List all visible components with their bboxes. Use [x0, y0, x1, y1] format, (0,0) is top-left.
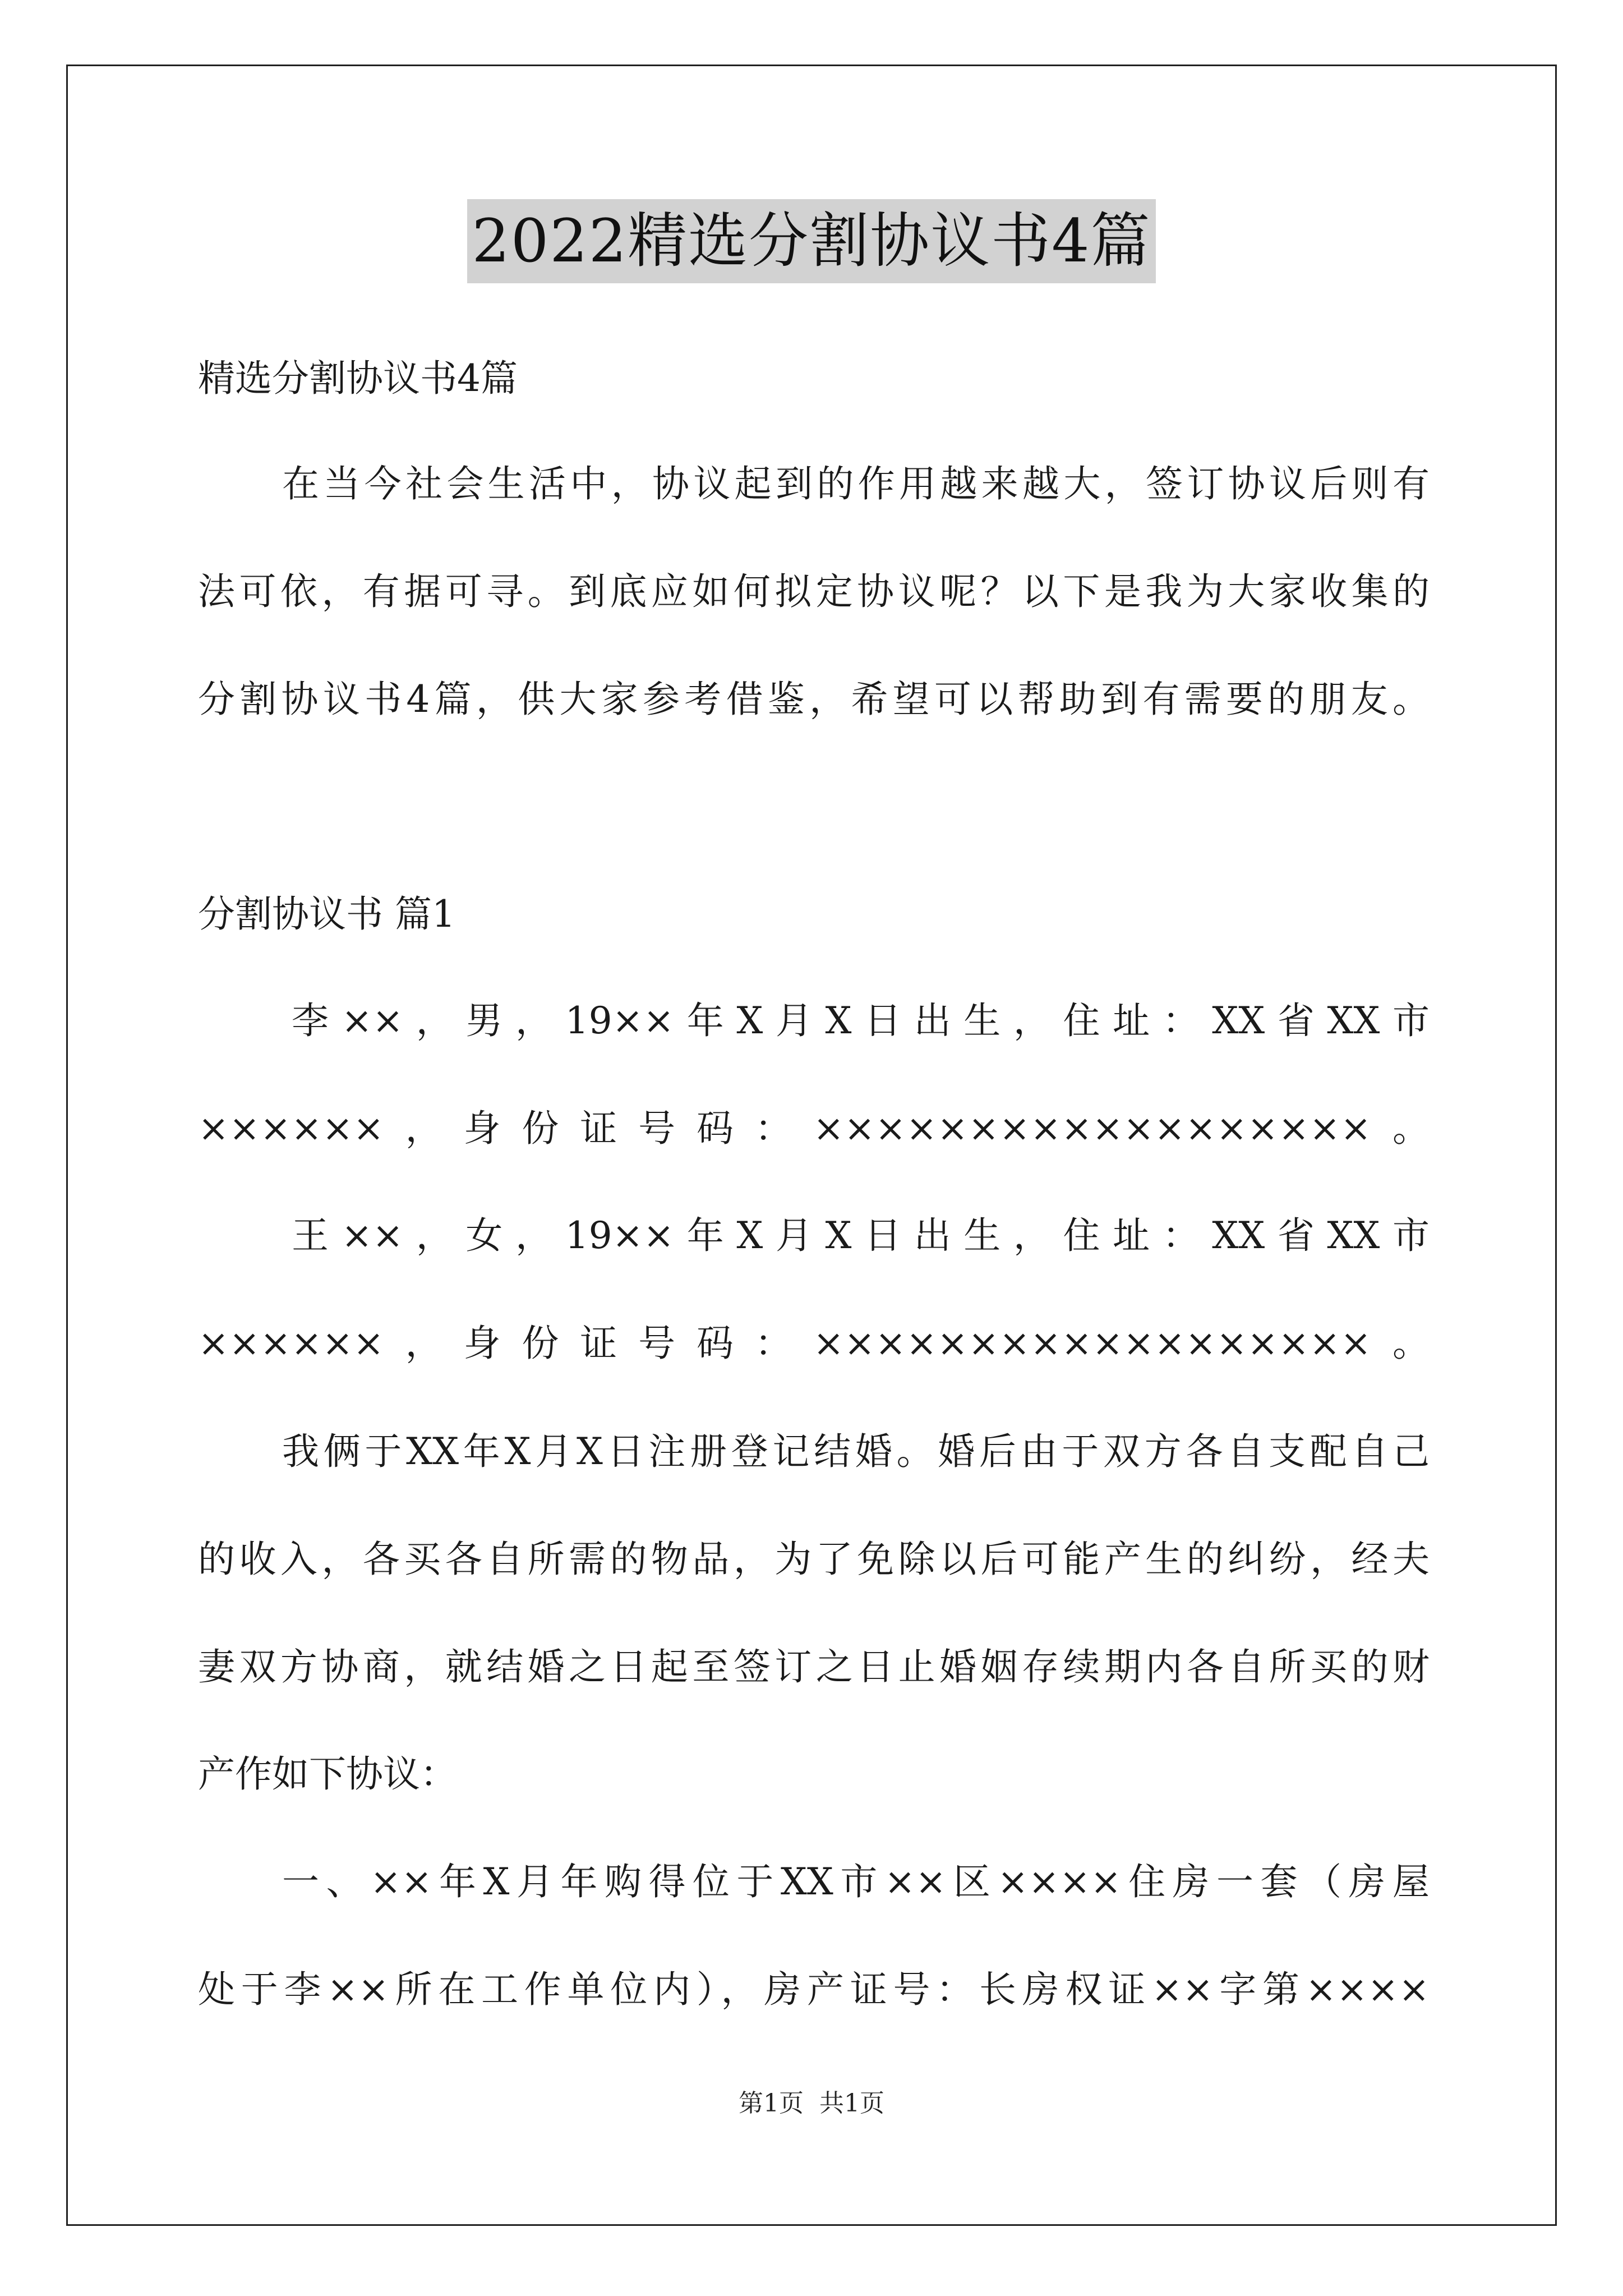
clause-line: 一、××年X月年购得位于XX市××区××××住房一套（房屋	[282, 1860, 1430, 1903]
document-title: 2022精选分割协议书4篇	[467, 199, 1155, 283]
party-info-line: ××××××，身份证号码：××××××××××××××××××。	[198, 1107, 1430, 1150]
intro-line: 在当今社会生活中，协议起到的作用越来越大，签订协议后则有	[282, 462, 1430, 505]
section-heading: 分割协议书 篇1	[198, 892, 455, 936]
party-info-line: ××××××，身份证号码：××××××××××××××××××。	[198, 1322, 1430, 1365]
body-line: 妻双方协商，就结婚之日起至签订之日止婚姻存续期内各自所买的财	[198, 1645, 1430, 1688]
page-total: 共1页	[819, 2089, 884, 2118]
intro-line: 法可依，有据可寻。到底应如何拟定协议呢？以下是我为大家收集的	[198, 570, 1430, 613]
page-number: 第1页	[739, 2089, 804, 2118]
document-subtitle: 精选分割协议书4篇	[198, 357, 518, 400]
body-line: 我俩于XX年X月X日注册登记结婚。婚后由于双方各自支配自己	[282, 1430, 1430, 1473]
page-footer	[0, 2087, 1623, 2120]
party-info-line: 王××，女，19××年X月X日出生，住址：XX省XX市	[292, 1214, 1430, 1257]
clause-line: 处于李××所在工作单位内），房产证号：长房权证××字第××××	[198, 1968, 1430, 2011]
party-info-line: 李××，男，19××年X月X日出生，住址：XX省XX市	[292, 999, 1430, 1042]
title-container	[0, 199, 1623, 283]
body-line: 产作如下协议：	[198, 1752, 457, 1796]
body-line: 的收入，各买各自所需的物品，为了免除以后可能产生的纠纷，经夫	[198, 1538, 1430, 1581]
intro-line: 分割协议书4篇，供大家参考借鉴，希望可以帮助到有需要的朋友。	[198, 678, 1430, 721]
